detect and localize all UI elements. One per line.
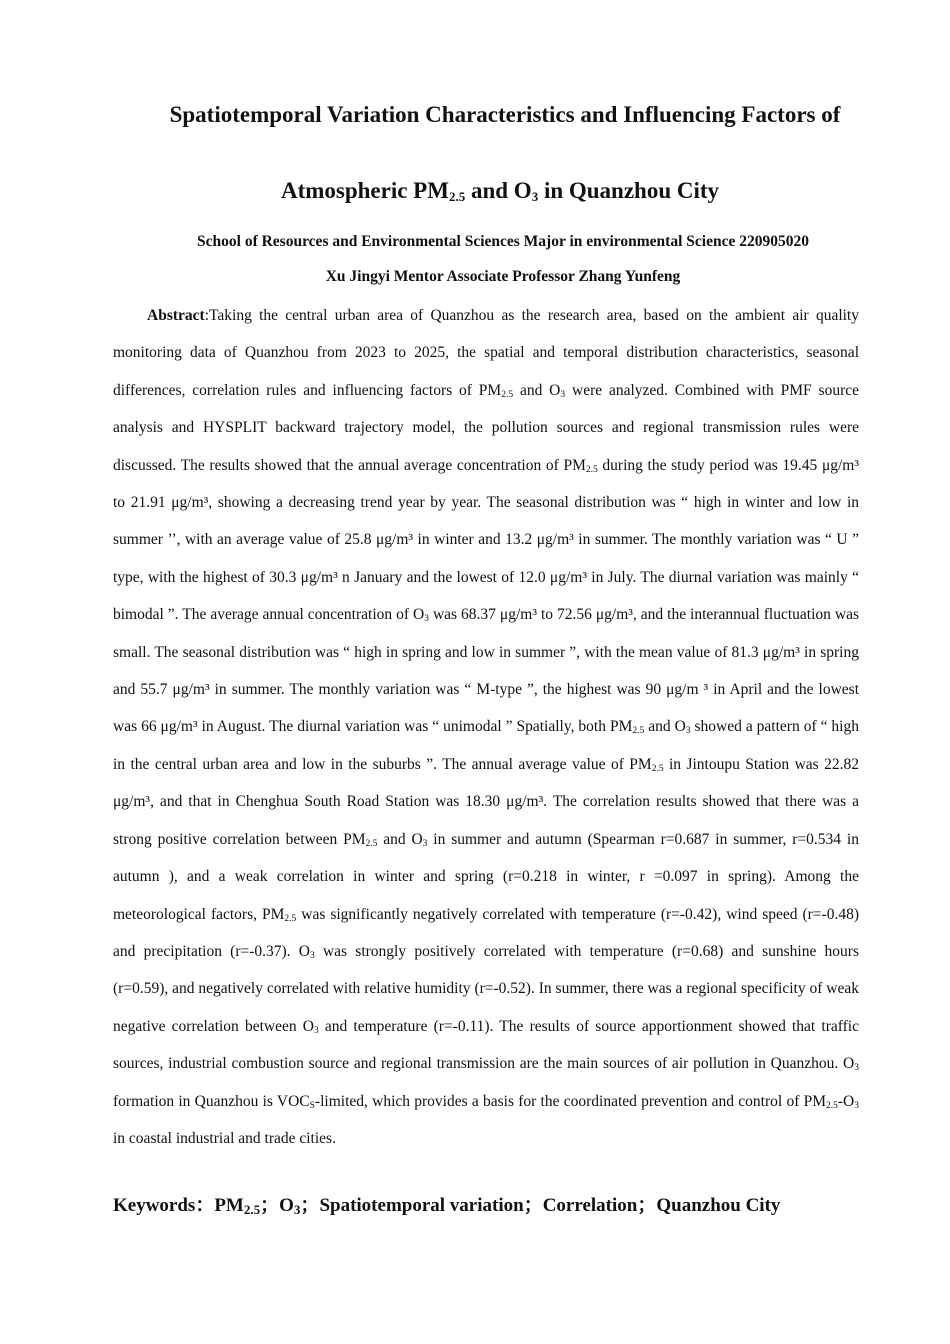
abstract-subscript: 3 — [685, 726, 691, 737]
keyword: Correlation — [542, 1195, 638, 1216]
keyword: PM — [214, 1195, 244, 1216]
keywords-line — [113, 1193, 873, 1219]
abstract-subscript: 3 — [422, 838, 428, 849]
keyword: Quanzhou City — [656, 1195, 781, 1216]
abstract-subscript: 3 — [560, 389, 566, 400]
keyword-subscript: 2.5 — [243, 1202, 261, 1217]
abstract-text: during the study period was 19.45 μg/m³ to 21.91 μg/m³, showing a decreasing trend year by year. The seasonal distribution was “ high in winter and low in summer ’’, with an average value of 25.8 μg/m³ in winter and 13.2 μg/m³ in summer. The monthly variation was “ U ” type, with the highest of 30.3 μg/m³ n January and the lowest of 12.0 μg/m³ in July. The diurnal variation was mainly “ bimodal ”. The average annual concentration of O — [113, 456, 860, 624]
abstract-text: and O — [513, 381, 561, 399]
abstract-text: were analyzed. Combined with PMF source analysis and HYSPLIT backward trajectory model, the pollution sources and regional transmission rules were discussed. The results showed that the annual average concentration of PM — [113, 381, 859, 474]
abstract-text: was 68.37 μg/m³ to 72.56 μg/m³, and the interannual fluctuation was small. The seasonal distribution was “ high in spring and low in summer ”, with the mean value of 81.3 μg/m³ in spring and 55.7 μg/m³ in summer. The monthly variation was “ M-type ”, the highest was 90 μg/m ³ in April and the lowest was 66 μg/m³ in August. The diurnal variation was “ unimodal ” Spatially, both PM — [113, 606, 860, 736]
abstract-text: and O — [377, 830, 423, 848]
keyword-subscript: 3 — [293, 1202, 301, 1217]
abstract-text: in summer and autumn (Spearman r=0.687 in summer, r=0.534 in autumn ), and a weak correlation in winter and spring (r=0.218 in winter, r =0.097 in spring). Among the meteorological factors, PM — [113, 830, 859, 923]
abstract-subscript: 2.5 — [826, 1100, 838, 1111]
keyword-separator: ； — [637, 1195, 657, 1216]
abstract-subscript: 2.5 — [365, 838, 378, 849]
abstract-label: Abstract — [147, 307, 205, 324]
authors: Xu Jingyi Mentor Associate Professor Zhang Yunfeng — [325, 268, 681, 285]
abstract-text: was strongly positively correlated with temperature (r=0.68) and sunshine hours (r=0.59), and negatively correlated with relative humidity (r=-0.52). In summer, there was a regional specificity of weak negative correlation between O — [113, 942, 860, 1035]
title-subscript: 2.5 — [448, 189, 466, 204]
abstract-subscript: 2.5 — [501, 389, 514, 400]
title-text: and O — [465, 178, 532, 203]
title-text: in Quanzhou City — [538, 178, 720, 203]
paper-title-line-1: Spatiotemporal Variation Characteristics and Influencing Factors of — [169, 102, 841, 127]
abstract-subscript: 2.5 — [632, 726, 645, 737]
abstract-text: formation in Quanzhou is VOC — [113, 1092, 310, 1110]
affiliation: School of Resources and Environmental Sciences Major in environmental Science 220905020 — [197, 233, 809, 250]
abstract-body — [113, 307, 859, 1147]
abstract-text: :Taking the central urban area of Quanzhou as the research area, based on the ambient air quality monitoring data of Quanzhou from 2023 to 2025, the spatial and temporal distribution characteristics, seasonal differences, correlation rules and influencing factors of PM — [113, 307, 859, 399]
abstract-text: was significantly negatively correlated with temperature (r=-0.42), wind speed (r=-0.48) and precipitation (r=-0.37). O — [113, 905, 859, 960]
keyword: Spatiotemporal variation — [319, 1195, 524, 1216]
abstract-text: and O — [644, 718, 686, 736]
paper-title-line-2 — [100, 176, 900, 206]
abstract-subscript: 3 — [854, 1063, 859, 1074]
keyword: O — [279, 1195, 294, 1216]
abstract-text: showed a pattern of “ high in the central urban area and low in the suburbs ”. The annual average value of PM — [113, 718, 859, 773]
abstract-subscript: 2.5 — [585, 464, 598, 475]
abstract-subscript: 2.5 — [284, 913, 297, 924]
abstract-subscript: S — [309, 1100, 315, 1111]
abstract-text: in coastal industrial and trade cities. — [113, 1129, 336, 1147]
keywords-label: Keywords： — [113, 1195, 215, 1216]
title-text: Atmospheric PM — [280, 178, 449, 203]
abstract-text: -limited, which provides a basis for the coordinated prevention and control of PM — [314, 1092, 826, 1110]
keyword-separator: ； — [523, 1195, 543, 1216]
abstract-text: in Jintoupu Station was 22.82 μg/m³, and that in Chenghua South Road Station was 18.30 μg/m³. The correlation results showed that there was a strong positive correlation between PM — [113, 755, 859, 848]
abstract-subscript: 3 — [424, 614, 429, 625]
abstract-text: and temperature (r=-0.11). The results of source apportionment showed that traffic sources, industrial combustion source and regional transmission are the main sources of air pollution in Quanzhou. O — [113, 1017, 859, 1073]
keyword-separator: ； — [260, 1195, 280, 1216]
title-subscript: 3 — [531, 189, 539, 204]
abstract-subscript: 3 — [313, 1025, 319, 1036]
abstract-subscript: 2.5 — [651, 763, 664, 774]
abstract-subscript: 3 — [309, 950, 315, 961]
keyword-separator: ； — [300, 1195, 320, 1216]
abstract-subscript: 3 — [854, 1100, 859, 1111]
abstract-text: -O — [837, 1092, 855, 1110]
abstract-paragraph — [113, 297, 859, 1157]
